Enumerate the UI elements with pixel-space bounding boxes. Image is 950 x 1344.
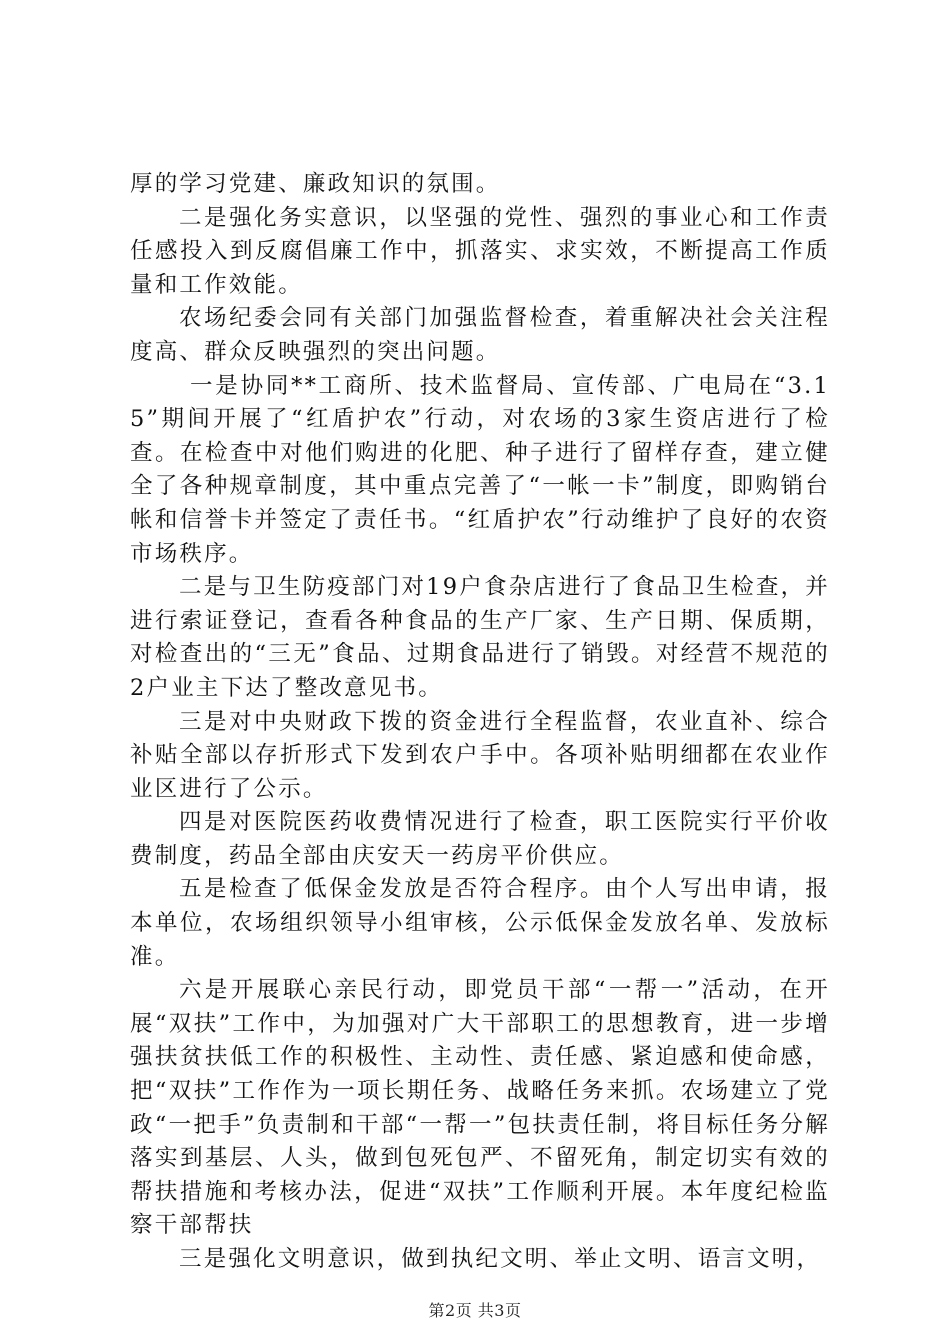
- paragraph-civility-awareness: 三是强化文明意识，做到执纪文明、举止文明、语言文明，: [179, 1246, 822, 1272]
- paragraph-hospital-fees: 四是对医院医药收费情况进行了检查，职工医院实行平价收费制度，药品全部由庆安天一药房平价供应。: [130, 809, 830, 869]
- paragraph-fund-supervision: 三是对中央财政下拨的资金进行全程监督，农业直补、综合补贴全部以存折形式下发到农户手中。各项补贴明细都在农业作业区进行了公示。: [130, 708, 830, 802]
- paragraph-supervision-intro: 农场纪委会同有关部门加强监督检查，着重解决社会关注程度高、群众反映强烈的突出问题。: [130, 305, 830, 365]
- document-body: [130, 168, 830, 1277]
- paragraph-food-inspection: 二是与卫生防疫部门对19户食杂店进行了食品卫生检查，并进行索证登记，查看各种食品的生产厂家、生产日期、保质期，对检查出的“三无”食品、过期食品进行了销毁。对经营不规范的2户业主下达了整改意见书。: [130, 574, 830, 701]
- paragraph-double-support: 六是开展联心亲民行动，即党员干部“一帮一”活动，在开展“双扶”工作中，为加强对广大干部职工的思想教育，进一步增强扶贫扶低工作的积极性、主动性、责任感、紧迫感和使命感，把“双扶”工作作为一项长期任务、战略任务来抓。农场建立了党政“一把手”负责制和干部“一帮一”包扶责任制，将目标任务分解落实到基层、人头，做到包死包严、不留死角，制定切实有效的帮扶措施和考核办法，促进“双扶”工作顺利开展。本年度纪检监察干部帮扶: [130, 977, 830, 1239]
- paragraph-continuation: 厚的学习党建、廉政知识的氛围。: [130, 171, 501, 197]
- page-footer: 第2页 共3页: [428, 1301, 522, 1320]
- paragraph-practical-awareness: 二是强化务实意识，以坚强的党性、强烈的事业心和工作责任感投入到反腐倡廉工作中，抓落实、求实效，不断提高工作质量和工作效能。: [130, 204, 830, 298]
- paragraph-low-income-subsidy: 五是检查了低保金发放是否符合程序。由个人写出申请，报本单位，农场组织领导小组审核，公示低保金发放名单、发放标准。: [130, 876, 830, 970]
- paragraph-red-shield: 一是协同**工商所、技术监督局、宣传部、广电局在“3.15”期间开展了“红盾护农”行动，对农场的3家生资店进行了检查。在检查中对他们购进的化肥、种子进行了留样存查，建立健全了各种规章制度，其中重点完善了“一帐一卡”制度，即购销台帐和信誉卡并签定了责任书。“红盾护农”行动维护了良好的农资市场秩序。: [130, 372, 830, 567]
